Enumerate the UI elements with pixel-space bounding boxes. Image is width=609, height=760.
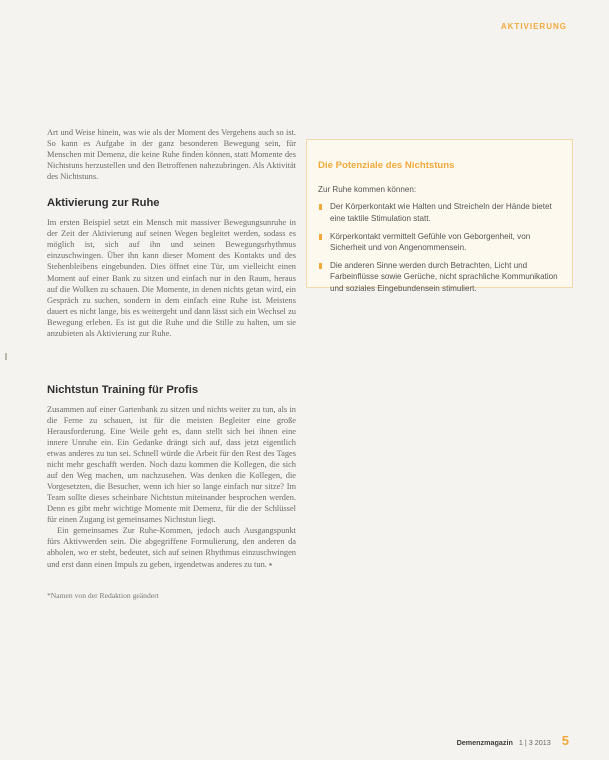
footnote: *Namen von der Redaktion geändert (47, 590, 159, 600)
heading-aktivierung: Aktivierung zur Ruhe (47, 197, 160, 210)
info-box-list (318, 201, 561, 293)
page-number: 5 (561, 733, 569, 748)
closing-paragraph (47, 525, 296, 569)
paragraph-training: Zusammen auf einer Gartenbank zu sitzen und nichts weiter zu tun, als in die Ferne zu schauen, ist für die meisten Begleiter eine große Herausforderung. Eine Weile geht es, dann stellt sich bei ihnen eine innere Unruhe ein. Ein Gedanke drängt sich auf, dass jetzt eigentlich etwas anderes zu tun sei. Schnell würde die Arbeit für den Rest des Tages nicht mehr geschafft werden. Noch dazu kommen die Kollegen, die sich auf den Weg machen, um nachzusehen. Was denken die Kollegen, die Vorgesetzten, die Besucher, wenn ich hier so lange einfach nur sitze? Im Team sollte dieses scheinbare Nichtstun miteinander besprochen werden. Denn es gibt mehr wichtige Momente mit Demenz, für die der Schlüssel für einen Zugang ist gemeinsames Nichtstun liegt. (47, 404, 296, 525)
margin-mark (5, 353, 7, 360)
list-item: Der Körperkontakt wie Halten und Streicheln der Hände bietet eine taktile Stimulation statt. (318, 201, 561, 223)
info-box (306, 139, 573, 293)
info-box-title: Die Potenziale des Nichtstuns (318, 160, 455, 171)
magazine-name: Demenzmagazin (456, 738, 513, 747)
closing-text: Ein gemeinsames Zur Ruhe-Kommen, jedoch auch Ausgangspunkt fürs Aktivwerden sein. Die abgegriffene Formulierung, den anderen da abholen, wo er steht, bedeutet, sich auf seinen Rhythmus einzuschwingen und erst dann einen Impuls zu geben, irgendetwas anderes zu tun. (47, 526, 296, 569)
info-box-intro: Zur Ruhe kommen können: (318, 185, 417, 195)
article-column (47, 127, 296, 601)
section-tag: AKTIVIERUNG (500, 22, 567, 31)
issue-number: 1 | 3 2013 (518, 738, 551, 747)
page-footer (457, 733, 569, 748)
heading-training: Nichtstun Training für Profis (47, 383, 199, 396)
list-item: Die anderen Sinne werden durch Betrachten, Licht und Farbeinflüsse sowie Gerüche, nicht sprachliche Kommunikation und soziales Eingebundensein stimuliert. (318, 260, 561, 294)
end-mark-icon: ▪ (268, 559, 272, 569)
paragraph-aktivierung: Im ersten Beispiel setzt ein Mensch mit massiver Bewegungsunruhe in der Zeit der Aktivierung auf seinen Wegen begleitet werden, sodass es möglich ist, sich auf ihn und seinen Bewegungsrhythmus einzuschwingen. Über ihn kann dieser Moment des Kontakts und des Stehenbleibens eingebunden. Dies öffnet eine Tür, um vielleicht einen Moment auf einer Bank zu sitzen und einfach nur in den Raum, heraus auf die Wolken zu schauen. Die Momente, in denen nichts getan wird, ein Gespräch zu suchen, sondern in dem einfach eine Ruhe ist. Meistens dauert es nicht lange, bis es weitergeht und dann lässt sich ein Wechsel zu Bewegung erleben. Es ist gut die Ruhe und die Stille zu halten, um sie anzubieten als Aktivierung zur Ruhe. (47, 218, 296, 338)
intro-paragraph: Art und Weise hinein, was wie als der Moment des Vergehens auch so ist. So kann es Aufgabe in der ganz besonderen Bewegung sein, für Menschen mit Demenz, die keine Ruhe finden können, statt Momente des Nichtstuns herzustellen und den Betroffenen nahezubringen. Als Aktivität des Nichtstuns. (47, 128, 296, 182)
list-item: Körperkontakt vermittelt Gefühle von Geborgenheit, von Sicherheit und von Angenommensein. (318, 231, 561, 253)
